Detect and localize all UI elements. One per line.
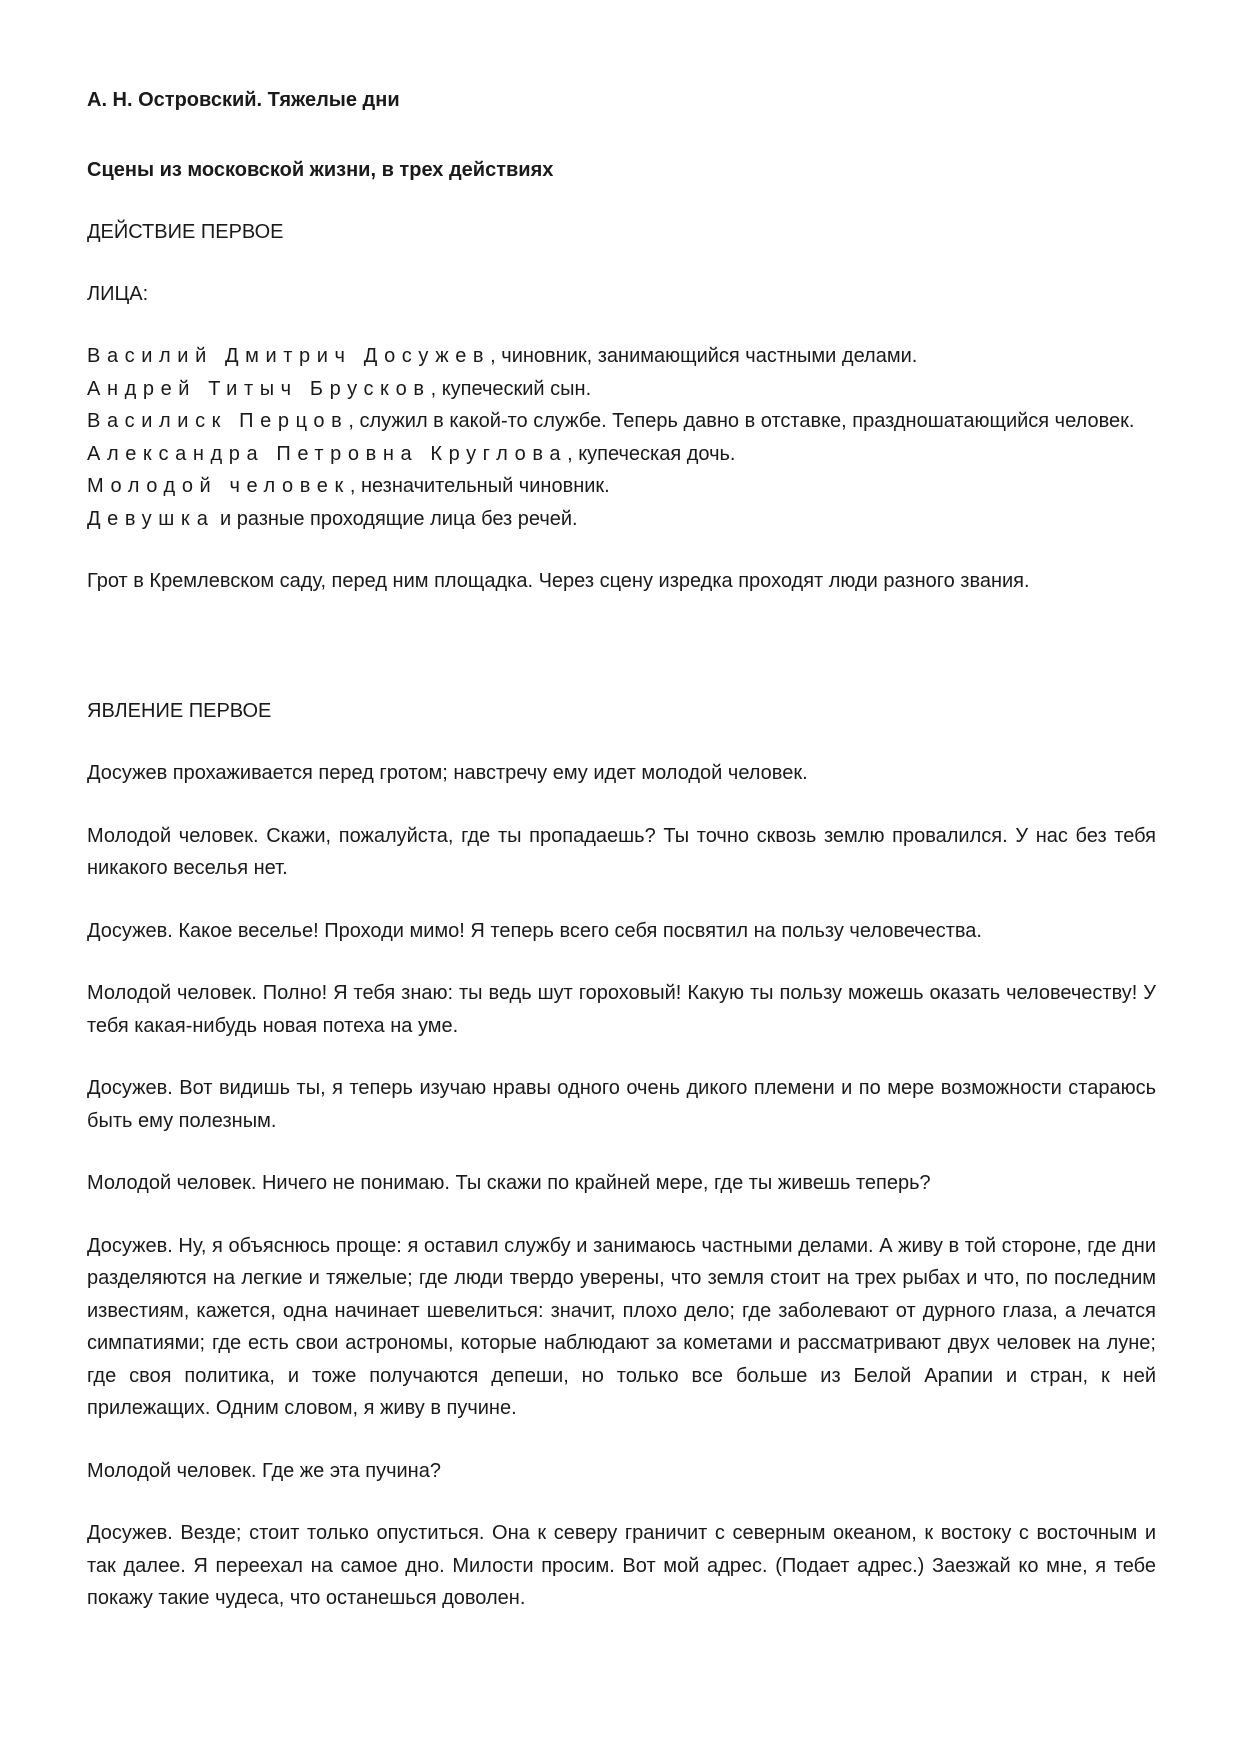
cast-description: , чиновник, занимающийся частными делами.: [490, 345, 918, 367]
dialogue-paragraph: Молодой человек. Где же эта пучина?: [87, 1459, 441, 1482]
dialogue-paragraph: Молодой человек. Ничего не понимаю. Ты скажи по крайней мере, где ты живешь теперь?: [87, 1172, 931, 1194]
cast-description: , купеческая дочь.: [567, 442, 736, 465]
cast-name: Василий Дмитрич Досужев: [87, 345, 491, 367]
cast-list: [87, 340, 1156, 535]
act-heading: ДЕЙСТВИЕ ПЕРВОЕ: [87, 221, 284, 243]
cast-item: [87, 503, 1156, 536]
cast-name: Александра Петровна Круглова: [87, 442, 568, 465]
dialogue-paragraph: Молодой человек. Полно! Я тебя знаю: ты ведь шут гороховый! Какую ты пользу можешь оказать человечеству! У тебя какая-нибудь новая потеха на уме.: [87, 982, 1156, 1037]
cast-item: [87, 405, 1156, 438]
persons-heading: ЛИЦА:: [87, 283, 149, 305]
cast-name: Андрей Титыч Брусков: [87, 377, 431, 400]
dialogue-paragraph: Досужев. Какое веселье! Проходи мимо! Я теперь всего себя посвятил на пользу человечества.: [87, 919, 982, 942]
dialogue-paragraph: Досужев. Везде; стоит только опуститься. Она к северу граничит с северным океаном, к востоку с восточным и так далее. Я переехал на самое дно. Милости просим. Вот мой адрес. (Подает адрес.) Заезжай ко мне, я тебе покажу такие чудеса, что останешься доволен.: [87, 1522, 1156, 1609]
document-title: А. Н. Островский. Тяжелые дни: [87, 89, 400, 111]
dialogue-paragraph: Досужев. Вот видишь ты, я теперь изучаю нравы одного очень дикого племени и по мере возможности стараюсь быть ему полезным.: [87, 1077, 1156, 1132]
dialogue-paragraph: Досужев. Ну, я объяснюсь проще: я оставил службу и занимаюсь частными делами. А живу в той стороне, где дни разделяются на легкие и тяжелые; где люди твердо уверены, что земля стоит на трех рыбах и что, по последним известиям, кажется, одна начинает шевелиться: значит, плохо дело; где заболевают от дурного глаза, а лечатся симпатиями; где есть свои астрономы, которые наблюдают за кометами и рассматривают двух человек на луне; где своя политика, и тоже получаются депеши, но только все больше из Белой Арапии и стран, к ней прилежащих. Одним словом, я живу в пучине.: [87, 1234, 1156, 1419]
document-subtitle: Сцены из московской жизни, в трех действиях: [87, 159, 554, 181]
cast-name: Девушка: [87, 507, 215, 530]
cast-item: [87, 373, 1156, 406]
document-content: [87, 84, 1156, 1645]
dialogue-paragraph: Молодой человек. Скажи, пожалуйста, где ты пропадаешь? Ты точно сквозь землю провалился. У нас без тебя никакого веселья нет.: [87, 824, 1156, 879]
cast-name: Молодой человек: [87, 475, 350, 497]
cast-name: Василиск Перцов: [87, 410, 349, 432]
cast-item: [87, 470, 1156, 503]
scene-heading: ЯВЛЕНИЕ ПЕРВОЕ: [87, 700, 272, 722]
cast-description: , незначительный чиновник.: [349, 475, 610, 497]
cast-item: [87, 438, 1156, 471]
stage-direction: Досужев прохаживается перед гротом; навстречу ему идет молодой человек.: [87, 762, 808, 784]
cast-description: и разные проходящие лица без речей.: [214, 507, 578, 530]
cast-description: , служил в какой-то службе. Теперь давно в отставке, праздношатающийся человек.: [348, 410, 1135, 432]
scene-setting: Грот в Кремлевском саду, перед ним площадка. Через сцену изредка проходят люди разного звания.: [87, 570, 1030, 592]
cast-item: [87, 340, 1156, 373]
cast-description: , купеческий сын.: [430, 377, 592, 400]
